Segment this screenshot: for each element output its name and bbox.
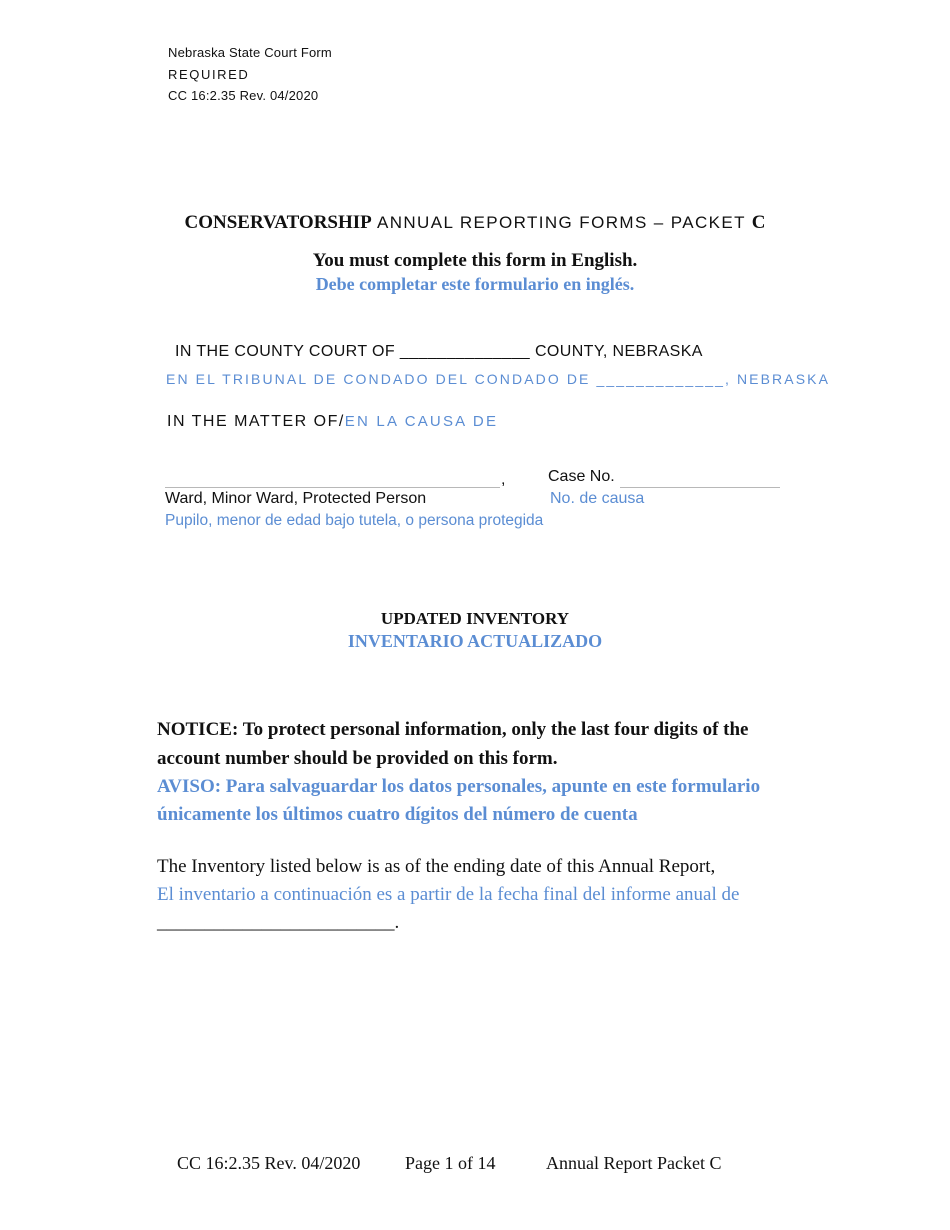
ward-comma: , (501, 471, 506, 488)
privacy-notice-es-line-2: únicamente los últimos cuatro dígitos del número de cuenta (157, 804, 638, 825)
matter-heading-es: EN LA CAUSA DE (344, 413, 499, 430)
form-number-label: CC 16:2.35 Rev. 04/2020 (168, 88, 319, 103)
case-number-label-es: No. de causa (550, 490, 645, 507)
section-title-es: INVENTARIO ACTUALIZADO (347, 631, 603, 651)
title-part-1: CONSERVATORSHIP (184, 212, 372, 233)
ward-name-field[interactable] (165, 487, 500, 488)
matter-heading (167, 413, 498, 431)
court-heading: IN THE COUNTY COURT OF ______________ COUNTY, NEBRASKA (175, 343, 703, 360)
footer-page-number: Page 1 of 14 (405, 1153, 496, 1173)
case-number-label: Case No. (548, 468, 615, 485)
privacy-notice-es-line-1: AVISO: Para salvaguardar los datos personales, apunte en este formulario (157, 776, 761, 797)
ward-label: Ward, Minor Ward, Protected Person (165, 490, 427, 507)
inventory-statement-es: El inventario a continuación es a partir de la fecha final del informe anual de (157, 884, 740, 905)
privacy-notice-line-2: account number should be provided on this form. (157, 748, 558, 769)
section-title: UPDATED INVENTORY (380, 609, 570, 628)
case-number-field[interactable] (620, 487, 780, 488)
form-source-label: Nebraska State Court Form (168, 45, 332, 60)
matter-heading-en: IN THE MATTER OF/ (167, 413, 345, 430)
required-label: REQUIRED (168, 67, 250, 82)
footer-form-id: CC 16:2.35 Rev. 04/2020 (177, 1153, 361, 1173)
ward-label-es: Pupilo, menor de edad bajo tutela, o persona protegida (165, 512, 544, 529)
packet-title (0, 212, 950, 234)
english-only-notice: You must complete this form in English. (312, 250, 638, 271)
title-part-3: C (751, 212, 766, 233)
inventory-statement: The Inventory listed below is as of the ending date of this Annual Report, (157, 856, 716, 877)
report-date-field[interactable]: _________________________. (157, 912, 400, 933)
court-heading-es: EN EL TRIBUNAL DE CONDADO DEL CONDADO DE _____________, NEBRASKA (166, 371, 831, 387)
title-part-2: ANNUAL REPORTING FORMS – PACKET (371, 213, 752, 232)
footer-packet-name: Annual Report Packet C (546, 1153, 722, 1173)
privacy-notice-line-1: NOTICE: To protect personal information, only the last four digits of the (157, 719, 749, 740)
english-only-notice-es: Debe completar este formulario en inglés. (315, 274, 635, 294)
